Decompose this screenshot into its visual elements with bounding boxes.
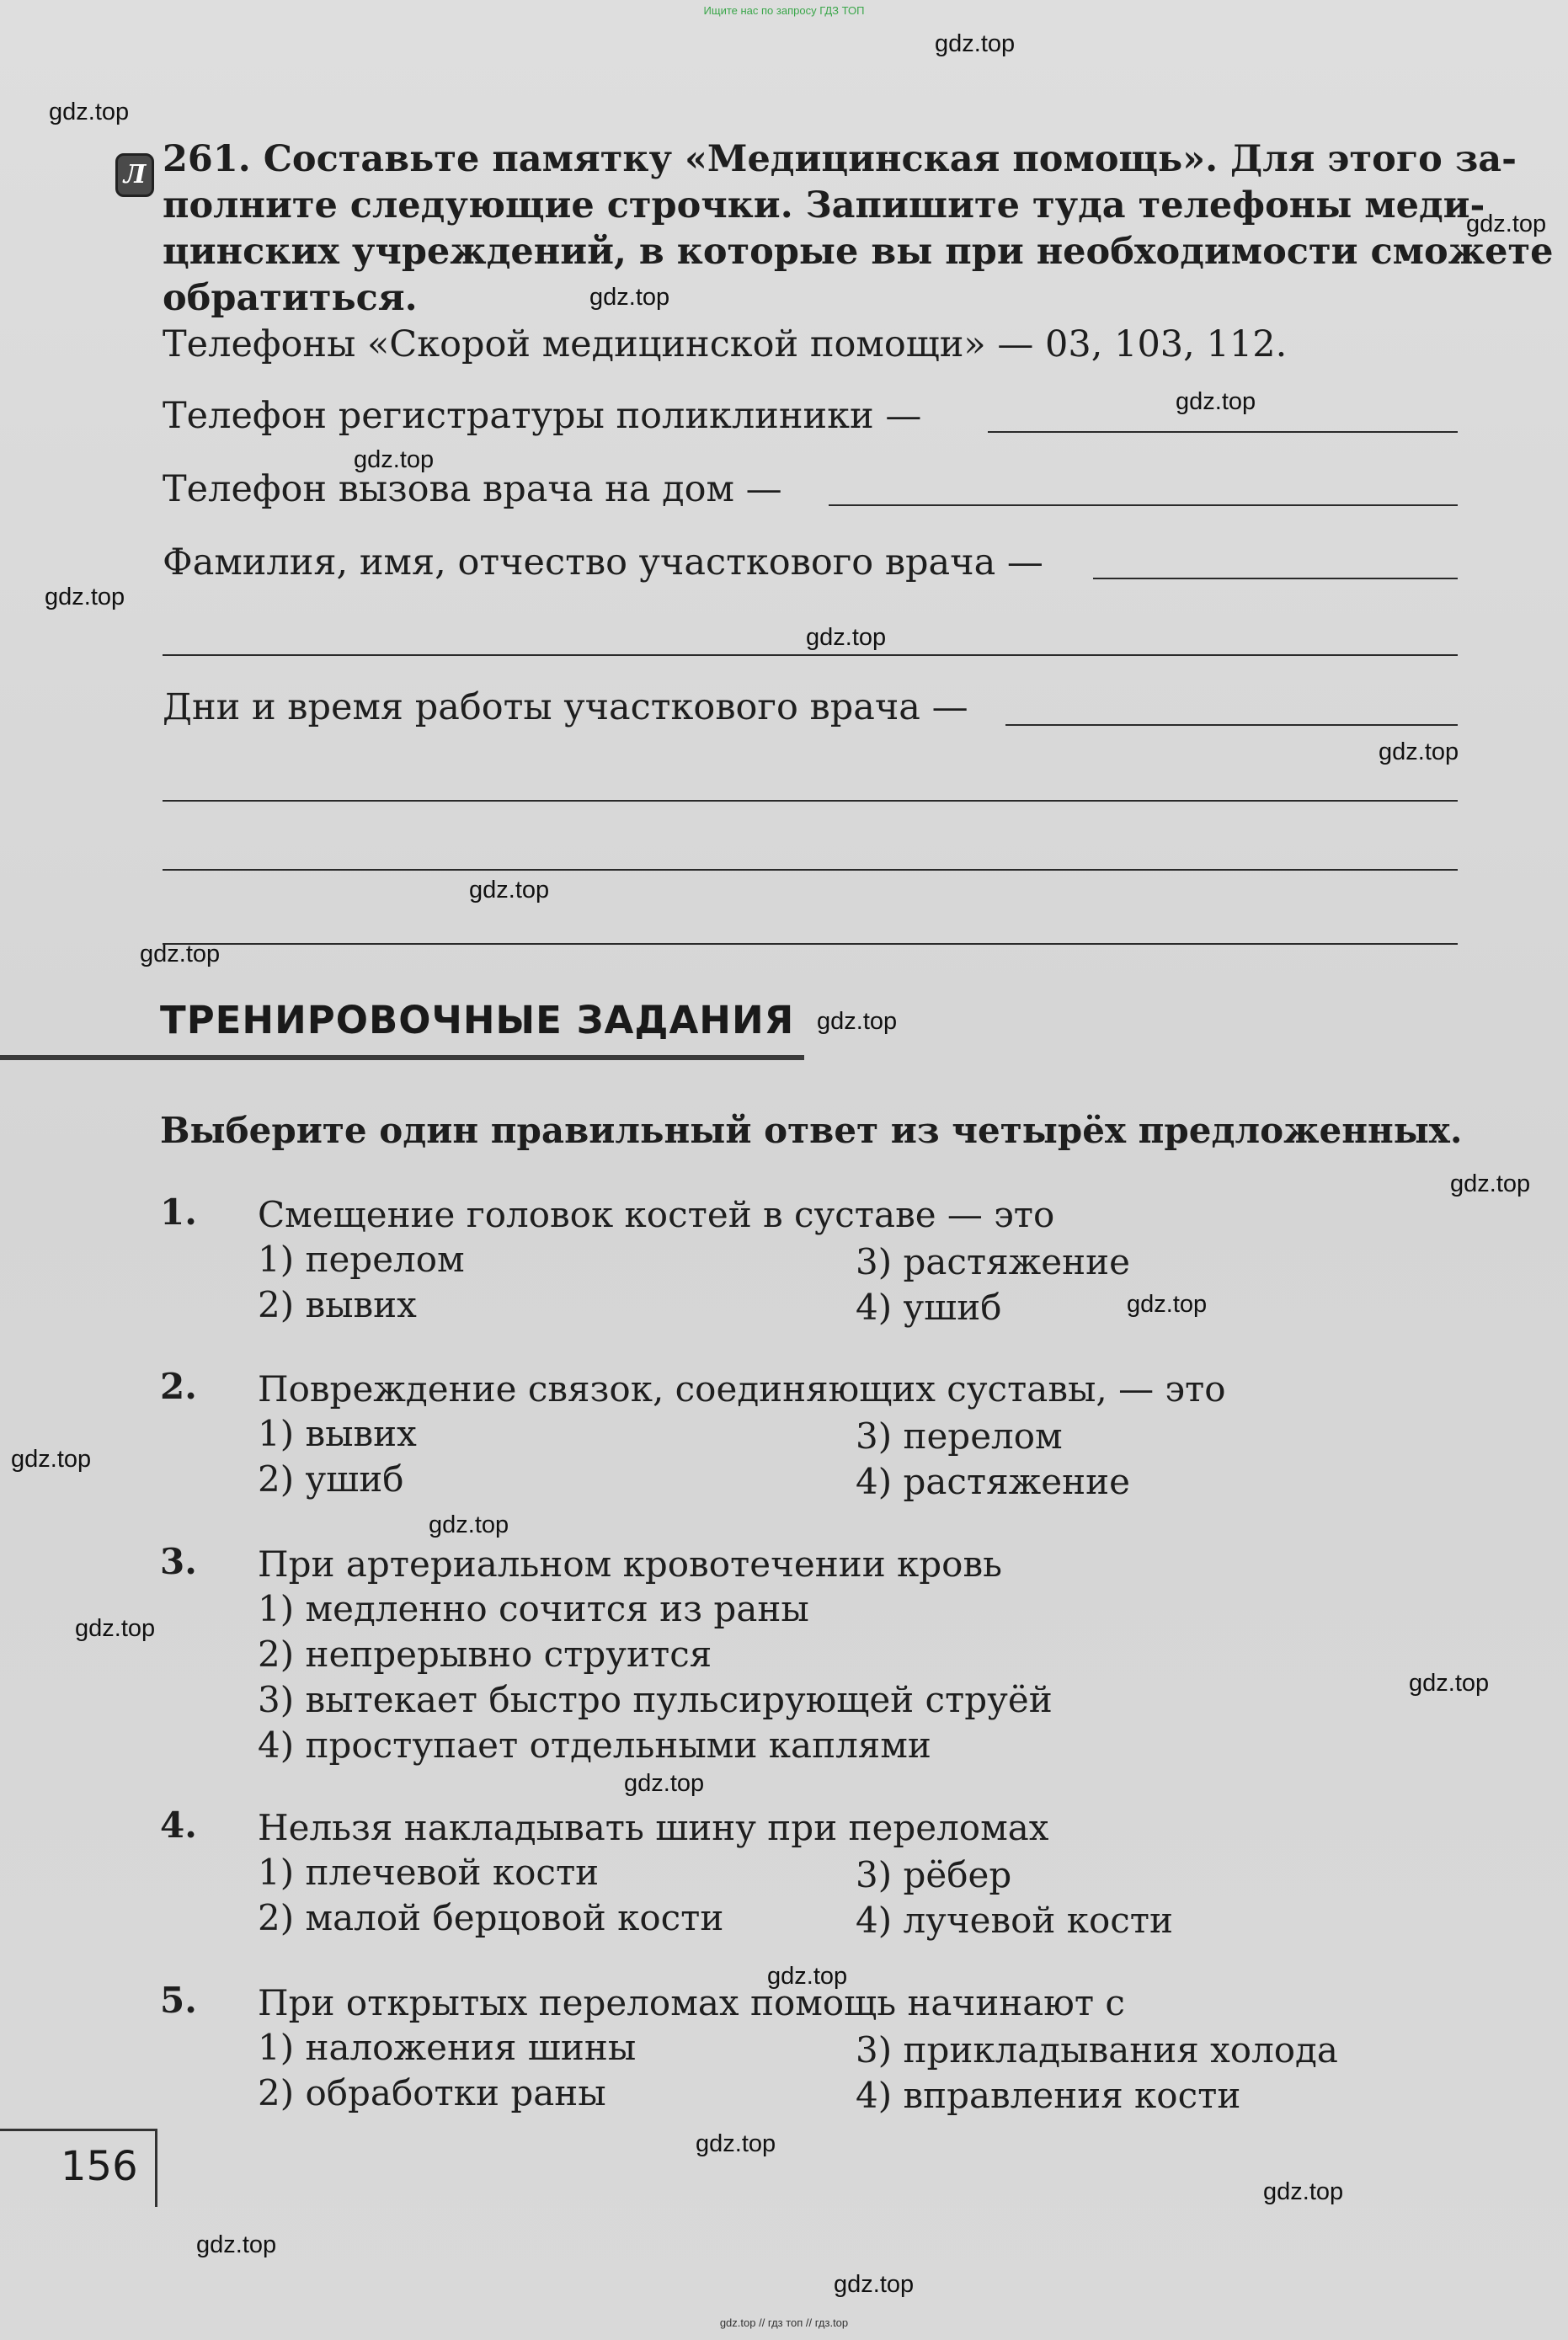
watermark: gdz.top (1176, 388, 1256, 415)
doctor-name-label: Фамилия, имя, отчество участкового врача — (163, 541, 1043, 584)
answer-option[interactable]: 4) вправления кости (856, 2075, 1241, 2116)
answer-option[interactable]: 3) перелом (856, 1415, 1063, 1457)
watermark: gdz.top (429, 1511, 509, 1538)
home-call-phone-blank[interactable] (829, 504, 1458, 506)
question-text: Повреждение связок, соединяющих суставы, — это (258, 1368, 1226, 1410)
home-call-phone-label: Телефон вызова врача на дом — (163, 468, 782, 510)
watermark: gdz.top (45, 584, 125, 610)
watermark: gdz.top (589, 284, 670, 311)
doctor-hours-label: Дни и время работы участкового врача — (163, 686, 968, 728)
answer-option[interactable]: 3) вытекает быстро пульсирующей струёй (258, 1679, 1053, 1720)
answer-option[interactable]: 2) малой берцовой кости (258, 1897, 724, 1938)
watermark: gdz.top (817, 1008, 898, 1035)
question-number: 3. (160, 1541, 197, 1582)
reception-phone-blank[interactable] (988, 431, 1458, 433)
answer-option[interactable]: 3) растяжение (856, 1241, 1130, 1282)
answer-option[interactable]: 2) ушиб (258, 1458, 404, 1500)
watermark: gdz.top (834, 2271, 915, 2298)
watermark: gdz.top (469, 877, 550, 903)
task-line: цинских учреждений, в которые вы при необходимости сможете (163, 231, 1554, 273)
answer-option[interactable]: 2) непрерывно струится (258, 1634, 712, 1675)
answer-option[interactable]: 4) лучевой кости (856, 1900, 1174, 1941)
answer-option[interactable]: 1) медленно сочится из раны (258, 1588, 809, 1629)
instruction: Выберите один правильный ответ из четырёх предложенных. (160, 1110, 1463, 1151)
doctor-name-blank[interactable] (1093, 578, 1458, 579)
watermark: gdz.top (806, 624, 887, 651)
watermark: gdz.top (624, 1770, 705, 1797)
task-line: полните следующие строчки. Запишите туда телефоны меди- (163, 184, 1485, 227)
watermark: gdz.top (767, 1963, 848, 1990)
page-number: 156 (61, 2143, 138, 2190)
task-line: обратиться. (163, 277, 418, 319)
answer-option[interactable]: 4) растяжение (856, 1461, 1130, 1502)
watermark: gdz.top (1263, 2178, 1344, 2205)
doctor-hours-blank-2[interactable] (163, 800, 1458, 802)
question-number: 4. (160, 1804, 197, 1846)
doctor-hours-blank-4[interactable] (163, 943, 1458, 945)
task-badge-icon: Л (115, 153, 154, 197)
question-text: При артериальном кровотечении кровь (258, 1543, 1002, 1585)
answer-option[interactable]: 1) плечевой кости (258, 1852, 600, 1893)
top-banner: Ищите нас по запросу ГДЗ ТОП (703, 4, 865, 17)
watermark: gdz.top (1450, 1170, 1531, 1197)
answer-option[interactable]: 4) ушиб (856, 1287, 1002, 1328)
answer-option[interactable]: 2) обработки раны (258, 2072, 606, 2113)
watermark: gdz.top (140, 941, 221, 967)
question-number: 1. (160, 1191, 197, 1233)
doctor-hours-blank[interactable] (1005, 724, 1458, 726)
watermark: gdz.top (11, 1446, 92, 1473)
section-divider (0, 1055, 804, 1060)
watermark: gdz.top (935, 30, 1016, 57)
task-line: 261. Составьте памятку «Медицинская помощь». Для этого за- (163, 138, 1517, 180)
watermark: gdz.top (1409, 1670, 1490, 1697)
answer-option[interactable]: 1) наложения шины (258, 2027, 637, 2068)
watermark: gdz.top (75, 1615, 156, 1642)
question-text: При открытых переломах помощь начинают с (258, 1982, 1125, 2023)
watermark: gdz.top (1127, 1291, 1208, 1318)
ambulance-phones: Телефоны «Скорой медицинской помощи» — 03, 103, 112. (163, 323, 1288, 365)
watermark: gdz.top (354, 446, 435, 473)
question-number: 5. (160, 1980, 197, 2021)
question-text: Смещение головок костей в суставе — это (258, 1194, 1055, 1235)
reception-phone-label: Телефон регистратуры поликлиники — (163, 395, 922, 437)
watermark: gdz.top (49, 99, 130, 125)
section-title: ТРЕНИРОВОЧНЫЕ ЗАДАНИЯ (160, 998, 795, 1042)
question-number: 2. (160, 1366, 197, 1407)
watermark: gdz.top (696, 2130, 776, 2157)
watermark: gdz.top (1466, 211, 1547, 237)
watermark: gdz.top (1379, 738, 1459, 765)
doctor-hours-blank-3[interactable] (163, 869, 1458, 871)
watermark: gdz.top (196, 2231, 277, 2258)
answer-option[interactable]: 2) вывих (258, 1284, 417, 1325)
answer-option[interactable]: 4) проступает отдельными каплями (258, 1724, 931, 1766)
doctor-name-blank-2[interactable] (163, 654, 1458, 656)
answer-option[interactable]: 1) перелом (258, 1239, 465, 1280)
answer-option[interactable]: 3) рёбер (856, 1854, 1012, 1895)
question-text: Нельзя накладывать шину при переломах (258, 1807, 1049, 1848)
answer-option[interactable]: 1) вывих (258, 1413, 417, 1454)
bottom-banner: gdz.top // гдз топ // гдз.top (719, 2316, 849, 2329)
answer-option[interactable]: 3) прикладывания холода (856, 2029, 1338, 2071)
